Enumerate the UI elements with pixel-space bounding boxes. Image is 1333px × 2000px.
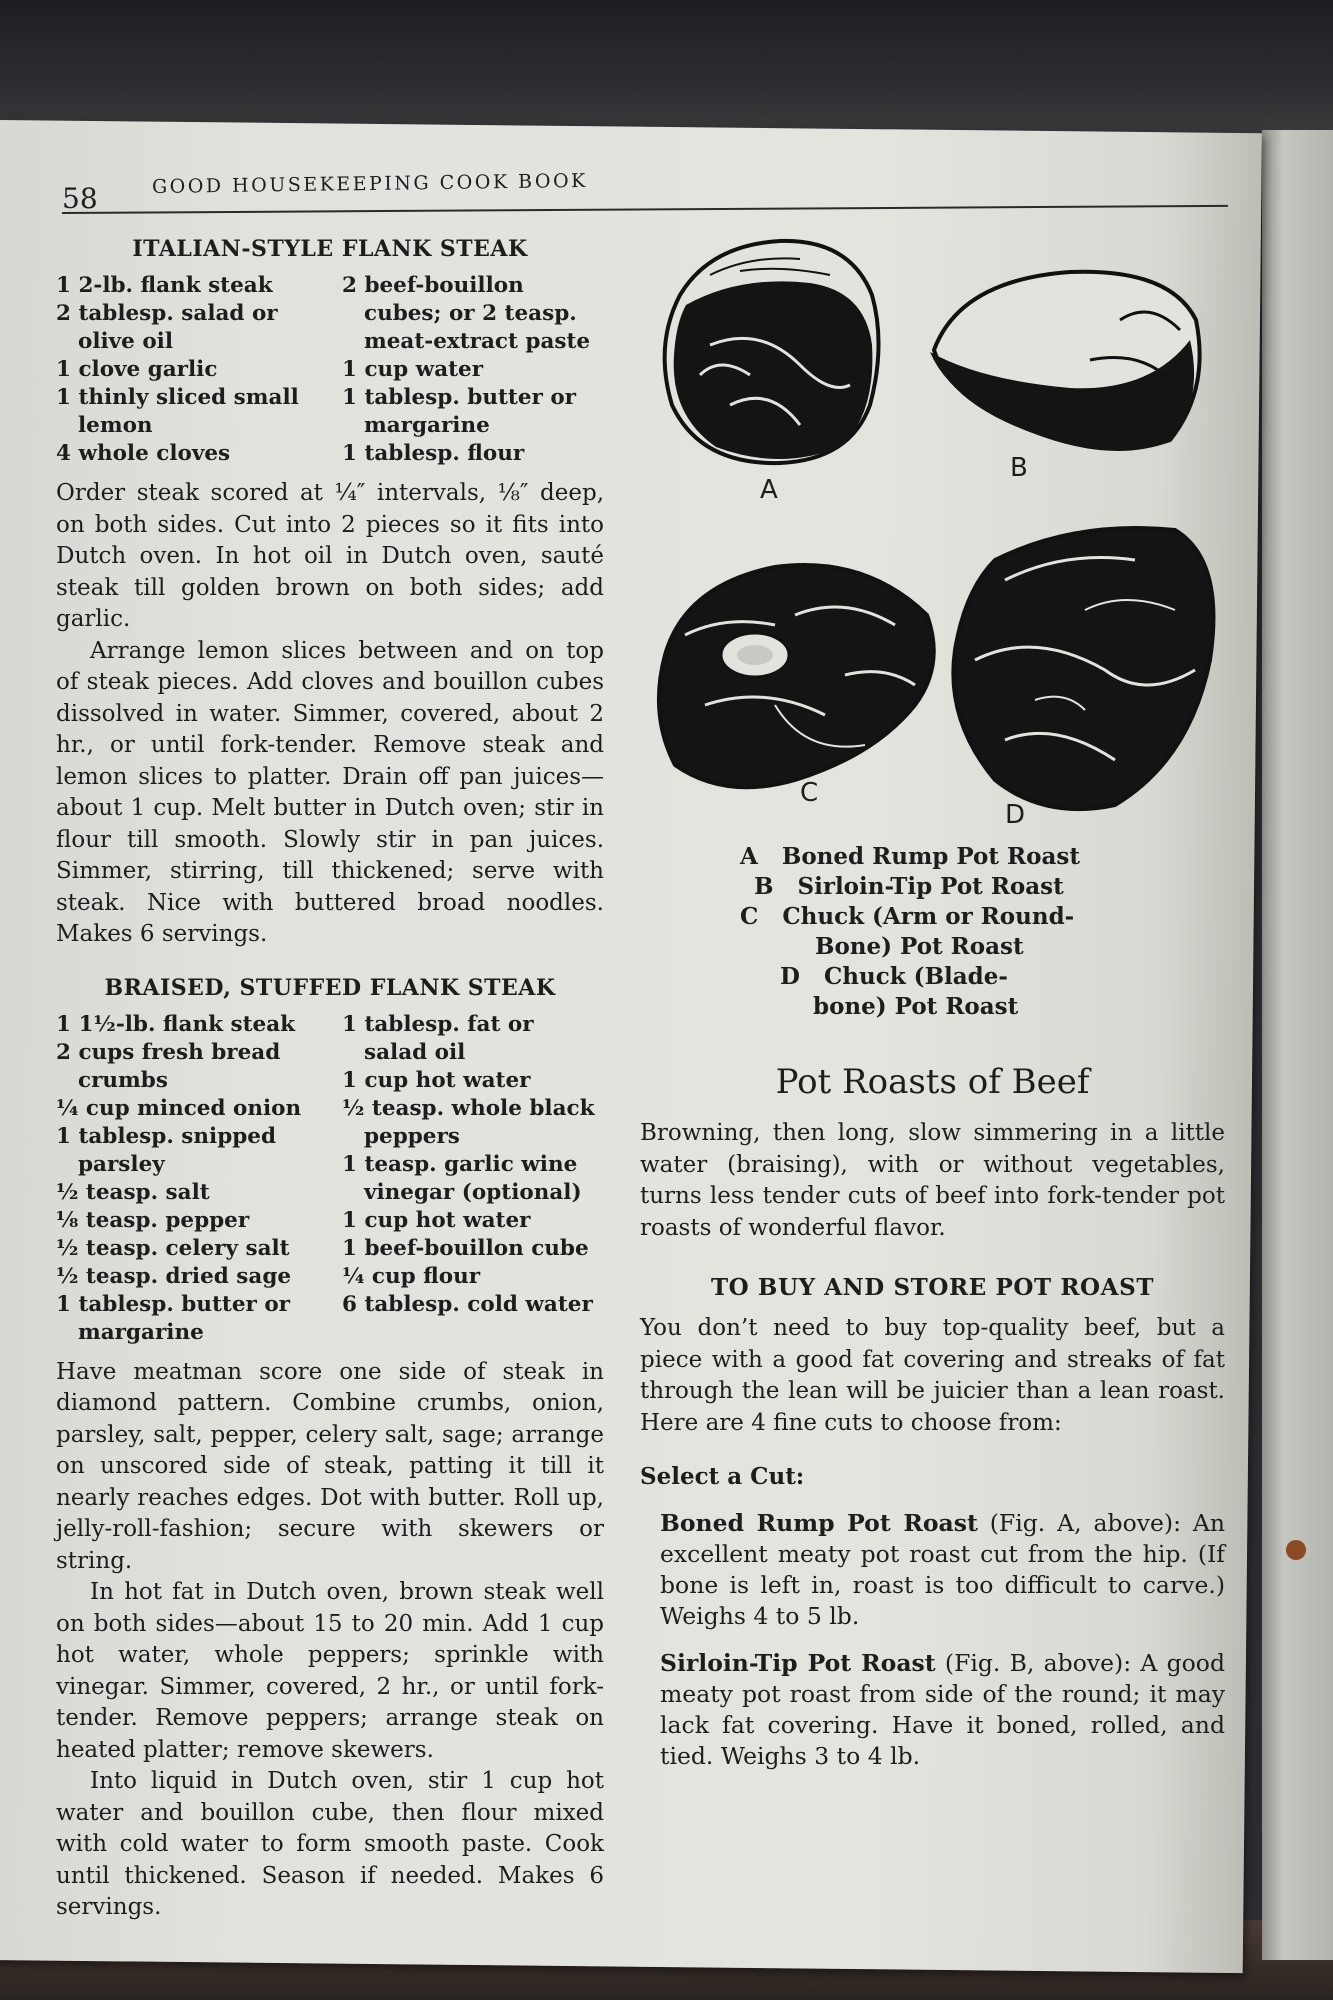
ingredient: 2 cups fresh bread crumbs xyxy=(56,1039,281,1093)
recipe1-ingredients-right xyxy=(342,272,604,468)
caption-text: Chuck (Blade- xyxy=(823,963,1008,990)
caption-letter: D xyxy=(780,963,800,990)
ingredient: 1 tablesp. butter or margarine xyxy=(342,385,576,438)
ingredient: 1 tablesp. snipped parsley xyxy=(56,1123,276,1177)
ingredient: 4 whole cloves xyxy=(56,441,231,466)
pot-roast-illustrations xyxy=(640,230,1225,830)
recipe2-directions-2: In hot fat in Dutch oven, brown steak well on both sides—about 15 to 20 min. Add 1 cup hot water, whole peppers; sprinkle with vinegar. Simmer, covered, 2 hr., or until fork-tender. Remove peppers; arrange steak on heated platter; remove skewers. xyxy=(56,1579,604,1763)
ingredient: 6 tablesp. cold water xyxy=(342,1291,593,1317)
ingredient: 1 beef-bouillon cube xyxy=(342,1235,589,1261)
right-column xyxy=(640,230,1225,1788)
recipe1-ingredients xyxy=(56,272,604,468)
figure-letter-c: C xyxy=(800,778,819,808)
ingredient: 1 clove garlic xyxy=(56,357,218,382)
recipe2-ingredients xyxy=(56,1011,604,1347)
figure-letter-b: B xyxy=(1010,453,1028,483)
ingredient: 2 beef-bouillon cubes; or 2 teasp. meat-extract paste xyxy=(342,273,591,354)
ingredient: 1 tablesp. butter or margarine xyxy=(56,1291,290,1345)
caption-a xyxy=(740,842,1225,872)
caption-text: Sirloin-Tip Pot Roast xyxy=(797,873,1064,900)
caption-letter: C xyxy=(740,903,759,930)
left-column xyxy=(56,230,604,1924)
ingredient: ¼ cup flour xyxy=(342,1263,481,1289)
recipe1-directions-1: Order steak scored at ¼″ intervals, ⅛″ deep, on both sides. Cut into 2 pieces so it fits into Dutch oven. In hot oil in Dutch oven, sauté steak till golden brown on both sides; add garlic. xyxy=(56,480,604,632)
recipe2-directions-3: Into liquid in Dutch oven, stir 1 cup hot water and bouillon cube, then flour mixed with cold water to form smooth paste. Cook until thickened. Season if needed. Makes 6 servings. xyxy=(56,1768,604,1920)
roast-a-illustration xyxy=(650,235,890,475)
caption-c xyxy=(740,902,1225,962)
caption-text: bone) Pot Roast xyxy=(813,993,1019,1020)
buy-store-text: You don’t need to buy top-quality beef, but a piece with a good fat covering and streaks of fat through the lean will be juicier than a lean roast. Here are 4 fine cuts to choose from: xyxy=(640,1315,1225,1436)
pot-roasts-intro: Browning, then long, slow simmering in a little water (braising), with or without vegetables, turns less tender cuts of beef into fork-tender pot roasts of wonderful flavor. xyxy=(640,1120,1225,1241)
ingredient: ½ teasp. whole black peppers xyxy=(342,1095,595,1149)
select-cut-label: Select a Cut: xyxy=(640,1463,805,1490)
ingredient: 1 cup water xyxy=(342,357,484,382)
figure-letter-a: A xyxy=(760,475,778,505)
page-header xyxy=(62,169,1226,215)
cut-name: Sirloin-Tip Pot Roast xyxy=(660,1649,936,1677)
ingredient: 1 cup hot water xyxy=(342,1207,531,1233)
caption-text: Bone) Pot Roast xyxy=(815,933,1024,960)
recipe2-directions-1: Have meatman score one side of steak in diamond pattern. Combine crumbs, onion, parsley, salt, pepper, celery salt, sage; arrange on unscored side of steak, patting it till it nearly reaches edges. Dot with butter. Roll up, jelly-roll-fashion; secure with skewers or string. xyxy=(56,1358,604,1574)
figure-letter-d: D xyxy=(1005,800,1026,830)
ingredient: 1 tablesp. flour xyxy=(342,441,525,466)
stain-spot xyxy=(1286,1540,1306,1560)
roast-b-illustration xyxy=(920,260,1210,460)
next-page-edge xyxy=(1262,130,1333,1960)
ingredient: 1 teasp. garlic wine vinegar (optional) xyxy=(342,1151,582,1205)
cut-entry xyxy=(660,1648,1225,1772)
section-title: Pot Roasts of Beef xyxy=(775,1062,1090,1102)
ingredient: 1 2-lb. flank steak xyxy=(56,273,273,298)
ingredient: 1 1½-lb. flank steak xyxy=(56,1011,296,1037)
caption-letter: A xyxy=(740,843,758,870)
caption-b xyxy=(740,872,1225,902)
ingredient: 1 tablesp. fat or salad oil xyxy=(342,1011,534,1065)
caption-d xyxy=(740,962,1225,1022)
ingredient: ½ teasp. salt xyxy=(56,1179,210,1205)
recipe1-title: ITALIAN-STYLE FLANK STEAK xyxy=(132,236,528,262)
running-head: GOOD HOUSEKEEPING COOK BOOK xyxy=(151,169,588,198)
figure-captions xyxy=(740,842,1225,1022)
ingredient: 2 tablesp. salad or olive oil xyxy=(56,301,278,354)
buy-store-heading: TO BUY AND STORE POT ROAST xyxy=(710,1274,1155,1301)
recipe2-ingredients-left xyxy=(56,1011,336,1347)
page-number: 58 xyxy=(62,182,98,215)
cut-description: (Fig. B, above): A good meaty pot roast from side of the round; it may lack fat covering. Have it boned, rolled, and tied. Weighs 3 to 4 lb. xyxy=(660,1649,1225,1770)
table-background xyxy=(0,0,1333,140)
ingredient: ½ teasp. dried sage xyxy=(56,1263,292,1289)
recipe2-title: BRAISED, STUFFED FLANK STEAK xyxy=(104,974,556,1001)
ingredient: 1 thinly sliced small lemon xyxy=(56,385,299,438)
roast-d-illustration xyxy=(935,520,1225,820)
roast-c-illustration xyxy=(645,555,945,800)
caption-letter: B xyxy=(754,873,774,900)
cut-name: Boned Rump Pot Roast xyxy=(660,1509,978,1537)
ingredient: ½ teasp. celery salt xyxy=(56,1235,290,1261)
ingredient: ⅛ teasp. pepper xyxy=(56,1207,250,1233)
ingredient: ¼ cup minced onion xyxy=(56,1095,302,1121)
caption-text: Boned Rump Pot Roast xyxy=(781,843,1080,870)
recipe1-directions-2: Arrange lemon slices between and on top of steak pieces. Add cloves and bouillon cubes dissolved in water. Simmer, covered, about 2 hr., or until fork-tender. Remove steak and lemon slices to platter. Drain off pan juices—about 1 cup. Melt butter in Dutch oven; stir in flour till smooth. Slowly stir in pan juices. Simmer, stirring, till thickened; serve with steak. Nice with buttered broad noodles. Makes 6 servings. xyxy=(56,637,604,947)
cut-entry xyxy=(660,1508,1225,1632)
recipe2-ingredients-right xyxy=(342,1011,604,1347)
caption-text: Chuck (Arm or Round- xyxy=(782,903,1075,930)
recipe1-ingredients-left xyxy=(56,272,336,468)
cut-description: (Fig. A, above): An excellent meaty pot roast cut from the hip. (If bone is left in, roast is too difficult to carve.) Weighs 4 to 5 lb. xyxy=(660,1509,1225,1630)
ingredient: 1 cup hot water xyxy=(342,1067,531,1093)
